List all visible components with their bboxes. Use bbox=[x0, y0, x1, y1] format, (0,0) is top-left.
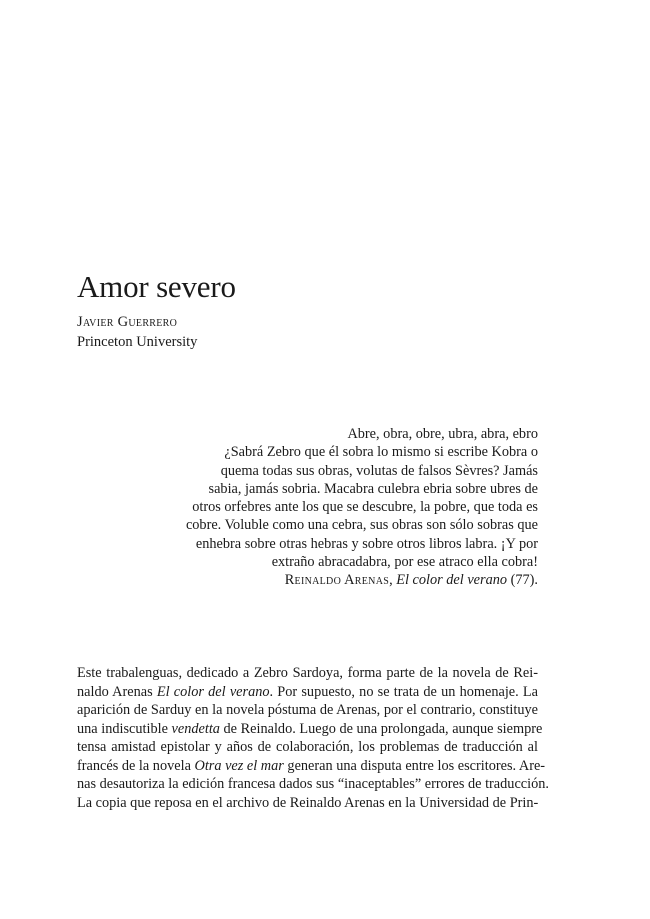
epigraph-line: enhebra sobre otras hebras y sobre otros libros labra. ¡Y por bbox=[195, 535, 538, 552]
body-line: Este trabalenguas, dedicado a Zebro Sardoya, forma parte de la novela de Rei- bbox=[77, 665, 538, 681]
epigraph-line: sabia, jamás sobria. Macabra culebra ebria sobre ubres de bbox=[208, 480, 538, 497]
author-affiliation: Princeton University bbox=[77, 334, 198, 350]
epigraph-attribution-work: El color del verano bbox=[396, 572, 508, 589]
epigraph-line: quema todas sus obras, volutas de falsos Sèvres? Jamás bbox=[220, 462, 538, 479]
epigraph-line: extraño abracadabra, por ese atraco ella cobra! bbox=[271, 554, 538, 571]
epigraph-attribution-separator: , bbox=[389, 572, 397, 589]
body-text-span: una indiscutible bbox=[77, 720, 172, 737]
epigraph-attribution-page: (77). bbox=[507, 572, 538, 589]
body-line: nas desautoriza la edición francesa dados sus “inaceptables” errores de traducción. bbox=[77, 776, 549, 792]
epigraph-line: otros orfebres ante los que se descubre, la pobre, que toda es bbox=[192, 499, 538, 516]
epigraph-attribution bbox=[178, 571, 538, 589]
body-line bbox=[77, 720, 543, 739]
body-text-span: de Reinaldo. Luego de una prolongada, aunque siempre bbox=[219, 720, 543, 737]
body-line: La copia que reposa en el archivo de Reinaldo Arenas en la Universidad de Prin- bbox=[77, 794, 539, 811]
body-line: tensa amistad epistolar y años de colaboración, los problemas de traducción al bbox=[77, 739, 538, 755]
body-text-span: . Por supuesto, no se trata de un homenaje. La bbox=[269, 683, 538, 700]
body-line bbox=[77, 757, 546, 776]
article-title: Amor severo bbox=[77, 268, 236, 304]
epigraph-line: Abre, obra, obre, ubra, abra, ebro bbox=[347, 426, 538, 442]
body-text-span: naldo Arenas bbox=[77, 683, 157, 700]
body-line: aparición de Sarduy en la novela póstuma de Arenas, por el contrario, constituye bbox=[77, 702, 538, 718]
body-text-span: francés de la novela bbox=[77, 757, 195, 774]
author-name: Javier Guerrero bbox=[77, 314, 178, 330]
epigraph bbox=[178, 425, 538, 590]
author-block bbox=[77, 312, 197, 352]
body-italic-span: Otra vez el mar bbox=[194, 757, 284, 774]
epigraph-line: cobre. Voluble como una cebra, sus obras son sólo sobras que bbox=[185, 517, 538, 534]
epigraph-line: ¿Sabrá Zebro que él sobra lo mismo si escribe Kobra o bbox=[224, 444, 538, 461]
body-italic-span: vendetta bbox=[171, 720, 220, 737]
body-text-span: generan una disputa entre los escritores. Are- bbox=[283, 757, 546, 774]
body-line bbox=[77, 683, 538, 702]
epigraph-attribution-author: Reinaldo Arenas bbox=[284, 572, 390, 589]
body-italic-span: El color del verano bbox=[156, 683, 270, 700]
body-paragraph bbox=[77, 664, 549, 812]
